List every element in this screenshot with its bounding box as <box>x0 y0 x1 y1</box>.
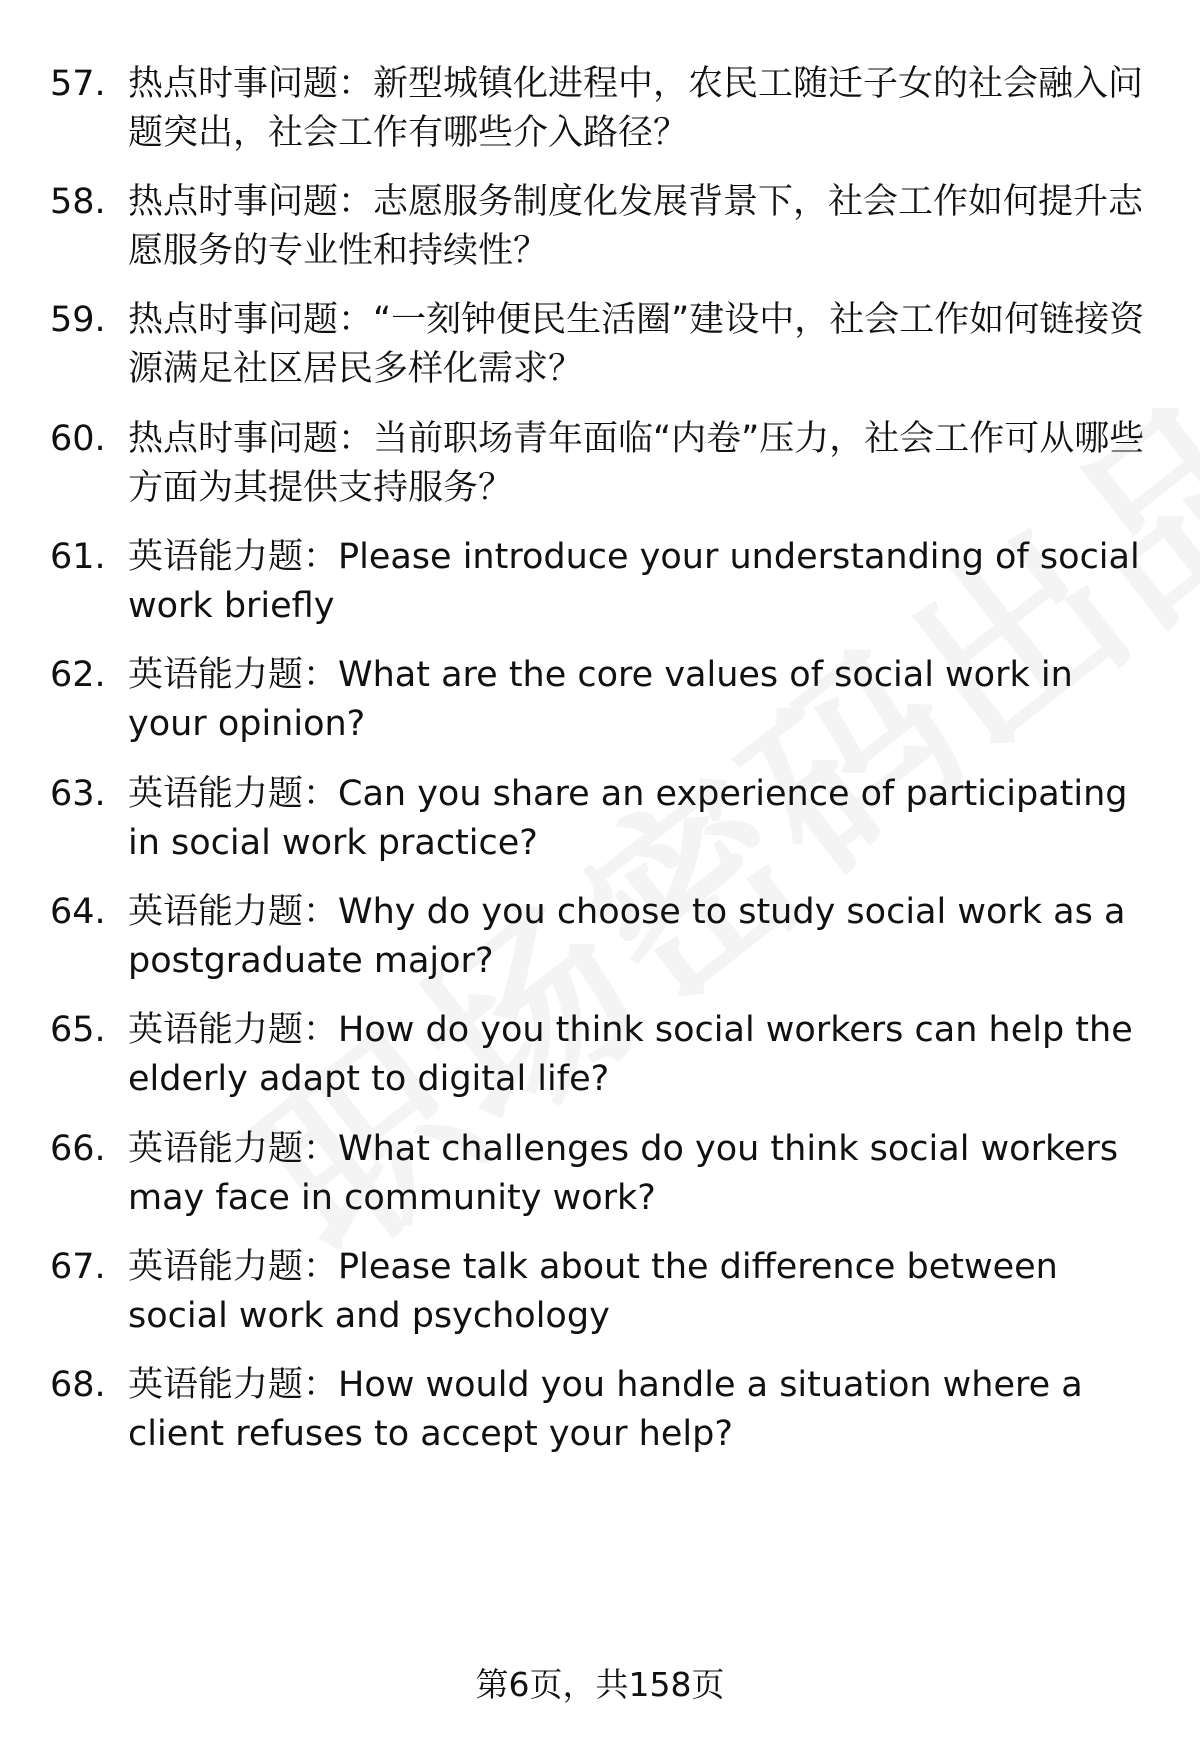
page-footer: 第6页，共158页 <box>475 1665 725 1704</box>
question-number: 60. <box>50 419 106 459</box>
question-number: 67. <box>50 1247 106 1287</box>
question-item <box>50 178 1160 288</box>
question-item <box>50 888 1160 998</box>
question-item <box>50 415 1160 525</box>
question-item <box>50 1125 1160 1235</box>
question-text: 热点时事问题：新型城镇化进程中，农民工随迁子女的社会融入问题突出，社会工作有哪些介入路径？ <box>128 64 1144 153</box>
question-item <box>50 533 1160 643</box>
question-item <box>50 296 1160 406</box>
question-text: 英语能力题：What are the core values of social work in your opinion? <box>128 655 1073 744</box>
question-item <box>50 1361 1160 1471</box>
question-item <box>50 1006 1160 1116</box>
question-text: 英语能力题：How would you handle a situation where a client refuses to accept your help? <box>128 1365 1083 1454</box>
question-text: 热点时事问题：志愿服务制度化发展背景下，社会工作如何提升志愿服务的专业性和持续性？ <box>128 182 1144 271</box>
question-number: 63. <box>50 774 106 814</box>
question-item <box>50 651 1160 761</box>
question-text: 英语能力题：Please talk about the difference between social work and psychology <box>128 1247 1058 1336</box>
question-text: 英语能力题：How do you think social workers can help the elderly adapt to digital life? <box>128 1010 1133 1099</box>
question-text: 热点时事问题：“一刻钟便民生活圈”建设中，社会工作如何链接资源满足社区居民多样化需求？ <box>128 300 1145 389</box>
question-number: 68. <box>50 1365 106 1405</box>
question-text: 英语能力题：Why do you choose to study social work as a postgraduate major? <box>128 892 1126 981</box>
question-text: 英语能力题：Please introduce your understanding of social work briefly <box>128 537 1140 626</box>
question-item <box>50 1243 1160 1353</box>
question-number: 62. <box>50 655 106 695</box>
question-number: 65. <box>50 1010 106 1050</box>
question-number: 59. <box>50 300 106 340</box>
question-text: 英语能力题：Can you share an experience of participating in social work practice? <box>128 774 1128 863</box>
question-item <box>50 770 1160 880</box>
question-number: 57. <box>50 64 106 104</box>
question-text: 英语能力题：What challenges do you think social workers may face in community work? <box>128 1129 1119 1218</box>
question-number: 66. <box>50 1129 106 1169</box>
question-number: 61. <box>50 537 106 577</box>
question-text: 热点时事问题：当前职场青年面临“内卷”压力，社会工作可从哪些方面为其提供支持服务？ <box>128 419 1145 508</box>
question-item <box>50 60 1160 170</box>
question-number: 58. <box>50 182 106 222</box>
question-number: 64. <box>50 892 106 932</box>
